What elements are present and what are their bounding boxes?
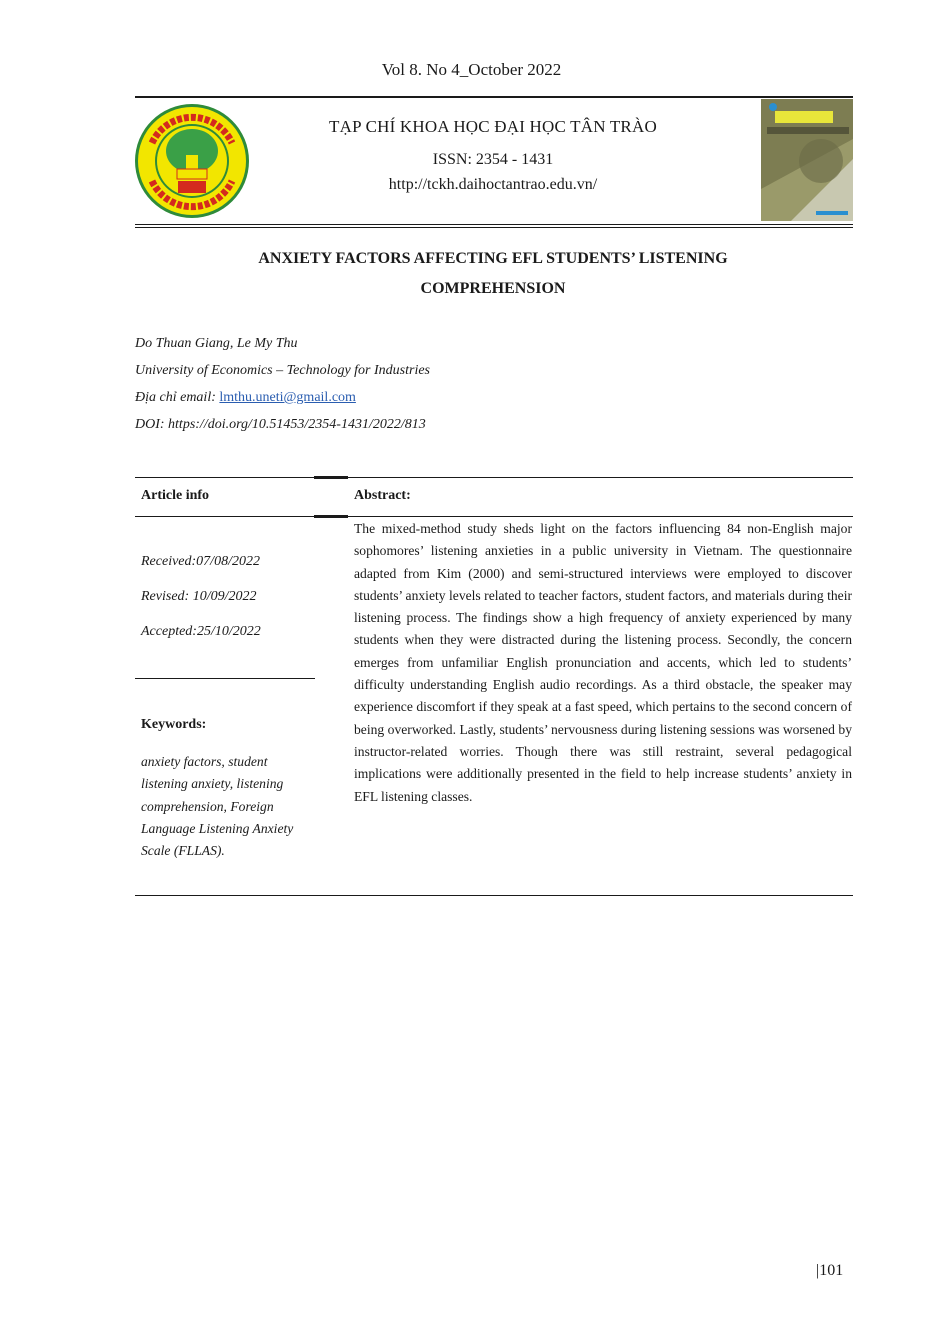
article-info-heading: Article info bbox=[141, 488, 210, 503]
journal-cover-image bbox=[761, 99, 853, 221]
masthead-bottom-rule-2 bbox=[135, 227, 853, 228]
running-head: Vol 8. No 4_October 2022 bbox=[381, 60, 562, 79]
info-table-top-rule bbox=[135, 477, 853, 478]
email-label: Địa chỉ email: bbox=[135, 390, 216, 405]
keywords-label: Keywords: bbox=[141, 717, 207, 732]
info-table-header-rule bbox=[135, 516, 853, 517]
article-title-line1: ANXIETY FACTORS AFFECTING EFL STUDENTS’ LISTENING bbox=[258, 250, 728, 267]
article-authors: Do Thuan Giang, Le My Thu bbox=[135, 336, 298, 351]
article-email-line bbox=[135, 390, 356, 406]
article-title-line2: COMPREHENSION bbox=[420, 280, 566, 297]
article-title bbox=[130, 244, 856, 304]
page-number: |101 bbox=[816, 1262, 844, 1279]
article-doi[interactable]: DOI: https://doi.org/10.51453/2354-1431/2022/813 bbox=[135, 417, 426, 432]
masthead-top-rule bbox=[135, 96, 853, 98]
journal-url[interactable]: http://tckh.daihoctantrao.edu.vn/ bbox=[388, 176, 598, 193]
accepted-date: Accepted:25/10/2022 bbox=[141, 624, 261, 639]
abstract-text: The mixed-method study sheds light on the factors influencing 84 non-English major sophomores’ listening anxieties in a public university in Vietnam. The questionnaire adapted from Kim (2000) and semi-structured interviews were employed to discover students’ anxiety levels related to teacher factors, student factors, and materials during their listening process. The findings show a high frequency of anxiety experienced by many students when they were distracted during the listening process. Secondly, the concern emerges from unfamiliar English pronunciation and accents, which led to students’ difficulty understanding English audio recordings. As a third obstacle, the speaker may experience discomfort if they speak at a fast speed, which pertains to the second concern of being overworked. Lastly, students’ nervousness during listening sessions was worsened by instructor-related worries. Though there was still restraint, several pedagogical implications were additionally presented in the field to help increase students’ anxiety in EFL listening classes. bbox=[354, 521, 852, 804]
keywords-list: anxiety factors, student listening anxiety, listening comprehension, Foreign Language Listening Anxiety Scale (FLLAS). bbox=[141, 754, 294, 859]
email-link[interactable]: lmthu.uneti@gmail.com bbox=[219, 390, 356, 405]
column-separator-mark-top bbox=[314, 476, 348, 479]
journal-title: TẠP CHÍ KHOA HỌC ĐẠI HỌC TÂN TRÀO bbox=[329, 117, 657, 136]
received-date: Received:07/08/2022 bbox=[141, 554, 260, 569]
article-affiliation: University of Economics – Technology for Industries bbox=[135, 363, 431, 378]
revised-date: Revised: 10/09/2022 bbox=[141, 589, 257, 604]
masthead-bottom-rule bbox=[135, 224, 853, 225]
university-logo bbox=[134, 103, 250, 219]
info-divider bbox=[135, 678, 315, 679]
info-table-bottom-rule bbox=[135, 895, 853, 896]
abstract-heading: Abstract: bbox=[354, 488, 411, 503]
column-separator-mark-bottom bbox=[314, 515, 348, 518]
journal-issn: ISSN: 2354 - 1431 bbox=[432, 151, 554, 168]
